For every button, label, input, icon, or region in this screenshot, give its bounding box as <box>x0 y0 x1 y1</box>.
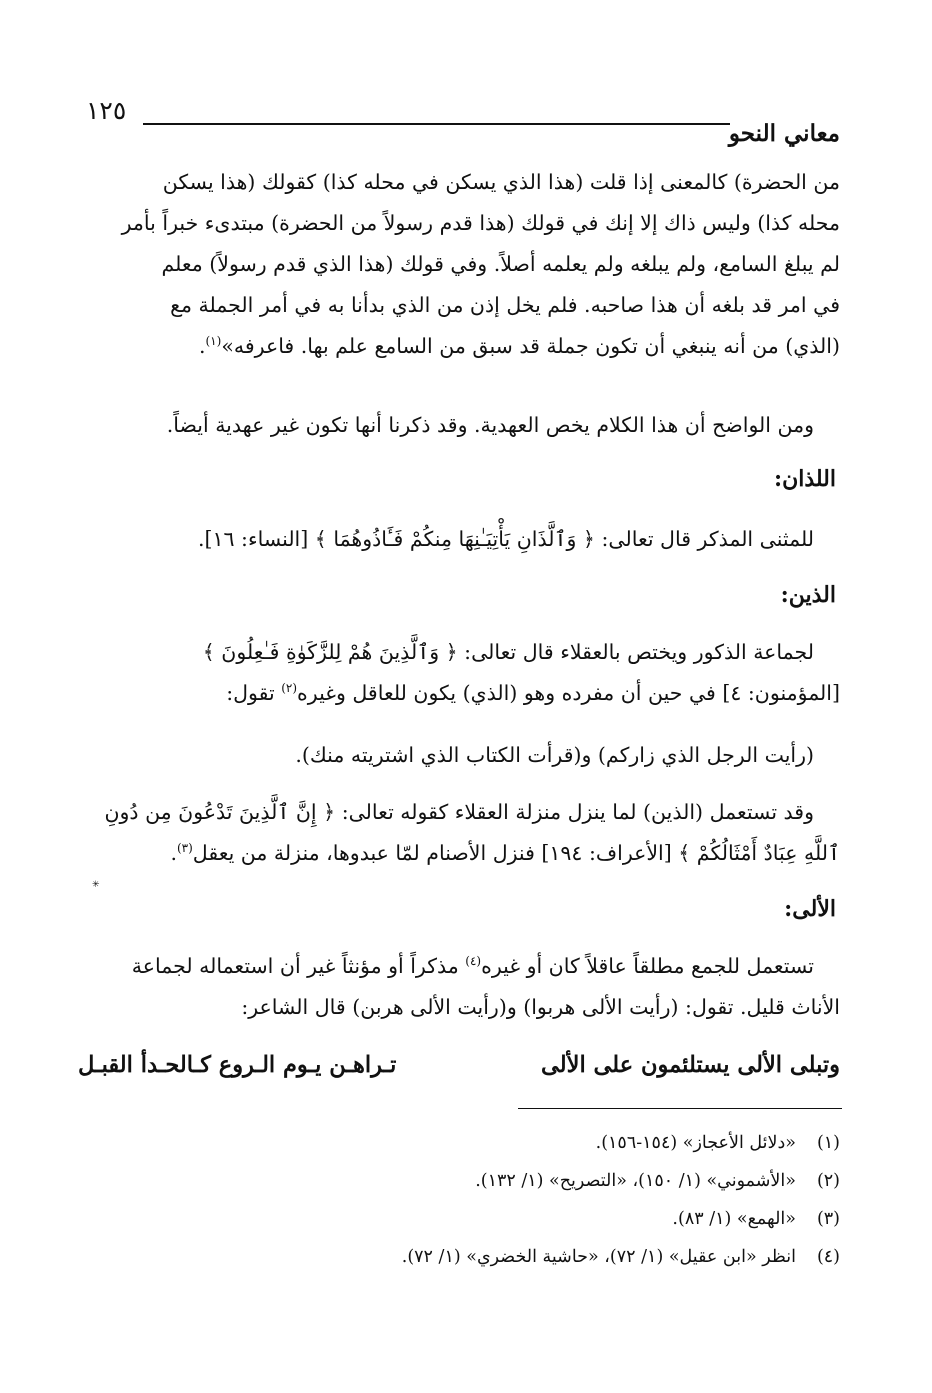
quran-verse: ﴿ وَٱلَّذَانِ يَأْتِيَـٰنِهَا مِنكُمْ فَـَٔاذُوهُمَا ﴾ <box>314 527 595 551</box>
footnote <box>80 1124 840 1162</box>
footnotes <box>80 1124 840 1276</box>
text-line <box>78 946 840 987</box>
text-span: . <box>170 841 177 865</box>
header-rule <box>143 123 730 125</box>
footnote-number: (٤) <box>816 1247 840 1267</box>
paragraph-7 <box>78 946 840 1028</box>
print-mark: ✳ <box>92 880 100 890</box>
text-line <box>78 673 840 714</box>
text-line <box>78 833 840 874</box>
footnote-ref: (٤) <box>465 954 482 969</box>
text-span: وقد تستعمل (الذين) لما ينزل منزلة العقلاء كقوله تعالى: <box>341 800 814 824</box>
text-span: مذكراً أو مؤنثاً غير أن استعماله لجماعة <box>131 954 466 978</box>
text-line <box>78 792 840 833</box>
verse-left-hemistich: تـراهـن يـوم الـروع كـالحـدأ القبـل <box>78 1052 397 1078</box>
footnote-separator <box>518 1108 842 1109</box>
text-span: (الذي) من أنه ينبغي أن تكون جملة قد سبق من السامع علم بها. فاعرفه» <box>221 334 840 358</box>
footnote-number: (١) <box>816 1133 840 1153</box>
text-line: محله كذا) وليس ذاك إلا إنك في قولك (هذا قدم رسولاً من الحضرة) مبتدىء خبراً بأمر <box>121 211 840 235</box>
section-heading-alula: الألى: <box>784 896 836 922</box>
text-span: تقول: <box>226 681 282 705</box>
text-line: الأناث قليل. تقول: (رأيت الألى هربوا) و(رأيت الألى هربن) قال الشاعر: <box>241 995 840 1019</box>
text-span: لجماعة الذكور ويختص بالعقلاء قال تعالى: <box>464 640 814 664</box>
paragraph-2 <box>78 405 840 446</box>
footnote <box>80 1162 840 1200</box>
text-line: من الحضرة) كالمعنى إذا قلت (هذا الذي يسكن في محله كذا) كقولك (هذا يسكن <box>162 170 840 194</box>
text-span: . <box>198 334 206 358</box>
footnote-number: (٢) <box>816 1171 840 1191</box>
footnote <box>80 1200 840 1238</box>
text-line: في امر قد بلغه أن هذا صاحبه. فلم يخل إذن من الذي بدأنا به في أمر الجملة مع <box>170 293 840 317</box>
footnote-text: «الهمع» (١/ ٨٣). <box>672 1209 796 1229</box>
text-span: للمثنى المذكر قال تعالى: <box>601 527 814 551</box>
running-title: معاني النحو <box>728 120 840 147</box>
paragraph-1 <box>78 162 840 367</box>
text-span: [المؤمنون: ٤] في حين أن مفرده وهو (الذي) يكون للعاقل وغيره <box>297 681 840 705</box>
paragraph-3 <box>78 519 840 560</box>
footnote-text: «دلائل الأعجاز» (١٥٤-١٥٦). <box>595 1133 796 1153</box>
paragraph-5 <box>78 735 840 776</box>
citation: [النساء: ١٦]. <box>197 527 309 551</box>
quran-verse: ﴿ وَٱلَّذِينَ هُمْ لِلزَّكَوٰةِ فَـٰعِلُونَ ﴾ <box>202 640 458 664</box>
poetry-verse <box>78 1052 840 1078</box>
text-line <box>78 632 840 673</box>
footnote-number: (٣) <box>816 1209 840 1229</box>
footnote <box>80 1238 840 1276</box>
footnote-ref: (١) <box>205 334 222 349</box>
quran-verse: ﴿ إِنَّ ٱلَّذِينَ تَدْعُونَ مِن دُونِ <box>104 800 336 824</box>
footnote-ref: (٢) <box>281 681 298 696</box>
section-heading-allatheena: الذين: <box>780 582 836 608</box>
footnote-text: انظر «ابن عقيل» (١/ ٧٢)، «حاشية الخضري» (١/ ٧٢). <box>401 1247 796 1267</box>
text-line <box>78 519 840 560</box>
text-line <box>78 326 840 367</box>
quran-verse: ٱللَّهِ عِبَادٌ أَمْثَالُكُمْ ﴾ <box>678 841 840 865</box>
section-heading-allathan: اللذان: <box>773 466 836 492</box>
page-number: ١٢٥ <box>86 96 127 125</box>
text-line: (رأيت الرجل الذي زاركم) و(قرأت الكتاب الذي اشتريته منك). <box>295 743 814 767</box>
text-span: تستعمل للجمع مطلقاً عاقلاً كان أو غيره <box>481 954 814 978</box>
text-line: لم يبلغ السامع، ولم يبلغه ولم يعلمه أصلاً. وفي قولك (هذا الذي قدم رسولاً) معلم <box>161 252 840 276</box>
verse-right-hemistich: وتبلى الألى يستلئمون على الألى <box>541 1052 840 1078</box>
text-line: ومن الواضح أن هذا الكلام يخص العهدية. وقد ذكرنا أنها تكون غير عهدية أيضاً. <box>166 413 814 437</box>
paragraph-4 <box>78 632 840 714</box>
text-span: [الأعراف: ١٩٤] فنزل الأصنام لمّا عبدوها، منزلة من يعقل <box>192 841 679 865</box>
footnote-ref: (٣) <box>176 841 193 856</box>
paragraph-6 <box>78 792 840 874</box>
footnote-text: «الأشموني» (١/ ١٥٠)، «التصريح» (١/ ١٣٢). <box>475 1171 796 1191</box>
